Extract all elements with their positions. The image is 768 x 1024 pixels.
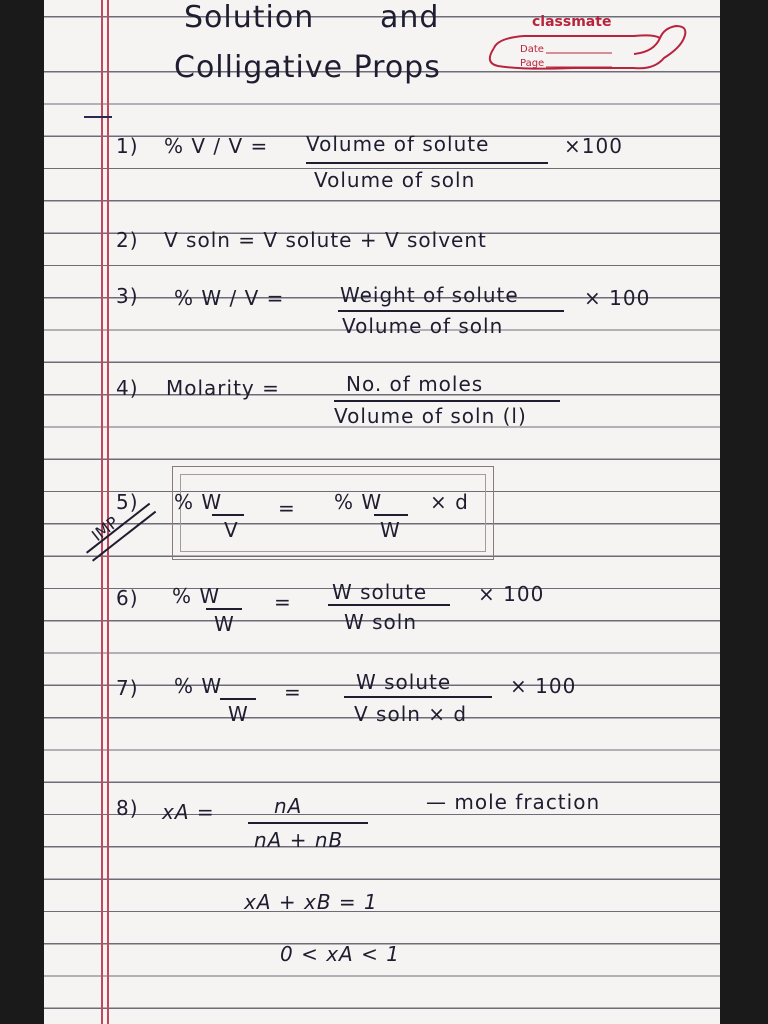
item-6-denominator: W soln	[344, 610, 418, 634]
classmate-logo	[484, 8, 696, 78]
item-7-number: 7)	[116, 676, 139, 700]
item-6-numerator: W solute	[332, 580, 428, 604]
item-1-lhs: % V / V =	[164, 134, 269, 158]
item-3-fraction-bar	[338, 310, 564, 312]
item-2-text: V soln = V solute + V solvent	[164, 228, 487, 252]
item-5-rhs-top: % W	[334, 490, 383, 514]
item-8-denominator: nA + nB	[254, 828, 344, 852]
item-3-number: 3)	[116, 284, 139, 308]
item-3-multiplier: × 100	[584, 286, 651, 310]
item-8-sum: xA + xB = 1	[244, 890, 378, 914]
item-5-lhs-top: % W	[174, 490, 223, 514]
imp-tag: IMP	[88, 512, 122, 545]
item-8-range: 0 < xA < 1	[280, 942, 400, 966]
item-4-fraction-bar	[334, 400, 560, 402]
item-7-multiplier: × 100	[510, 674, 577, 698]
item-6-fraction-bar	[328, 604, 450, 606]
item-7-numerator: W solute	[356, 670, 452, 694]
item-5-number: 5)	[116, 490, 139, 514]
item-8-numerator: nA	[274, 794, 303, 818]
item-5-multiplier: × d	[430, 490, 469, 514]
item-7-fraction-bar	[344, 696, 492, 698]
item-7-lhs-top: % W	[174, 674, 223, 698]
item-5-rhs-bottom: W	[380, 518, 401, 542]
date-label: Date	[520, 44, 544, 55]
item-8-fraction-bar	[248, 822, 368, 824]
margin-line-right	[107, 0, 109, 1024]
margin-line-left	[101, 0, 103, 1024]
item-4-numerator: No. of moles	[346, 372, 484, 396]
item-5-lhs-bar	[212, 514, 244, 516]
item-1-numerator: Volume of solute	[306, 132, 490, 156]
margin-dash	[84, 116, 112, 118]
item-2-number: 2)	[116, 228, 139, 252]
notebook-page	[44, 0, 720, 1024]
item-5-equals: =	[278, 496, 296, 520]
item-5-rhs-bar	[374, 514, 408, 516]
item-3-lhs: % W / V =	[174, 286, 285, 310]
item-4-number: 4)	[116, 376, 139, 400]
brand-label: classmate	[532, 14, 612, 30]
item-3-numerator: Weight of solute	[340, 283, 519, 307]
item-5-lhs-bottom: V	[224, 518, 239, 542]
item-7-lhs-bar	[220, 698, 256, 700]
item-8-lhs: xA =	[162, 800, 215, 824]
item-1-fraction-bar	[306, 162, 548, 164]
page-title-line1: Solution	[184, 0, 315, 35]
item-4-denominator: Volume of soln (l)	[334, 404, 527, 428]
item-1-number: 1)	[116, 134, 139, 158]
item-6-equals: =	[274, 590, 292, 614]
page-label: Page	[520, 58, 545, 69]
item-6-lhs-top: % W	[172, 584, 221, 608]
item-6-lhs-bar	[206, 608, 242, 610]
item-1-denominator: Volume of soln	[314, 168, 476, 192]
item-6-number: 6)	[116, 586, 139, 610]
item-4-lhs: Molarity =	[166, 376, 280, 400]
item-7-equals: =	[284, 680, 302, 704]
item-8-note: — mole fraction	[426, 790, 601, 814]
page-title-and: and	[380, 0, 440, 35]
item-3-denominator: Volume of soln	[342, 314, 504, 338]
item-8-number: 8)	[116, 796, 139, 820]
item-6-lhs-bottom: W	[214, 612, 235, 636]
item-6-multiplier: × 100	[478, 582, 545, 606]
item-1-multiplier: ×100	[564, 134, 623, 158]
page-title-line2: Colligative Props	[174, 50, 441, 85]
item-7-denominator: V soln × d	[354, 702, 468, 726]
item-7-lhs-bottom: W	[228, 702, 249, 726]
